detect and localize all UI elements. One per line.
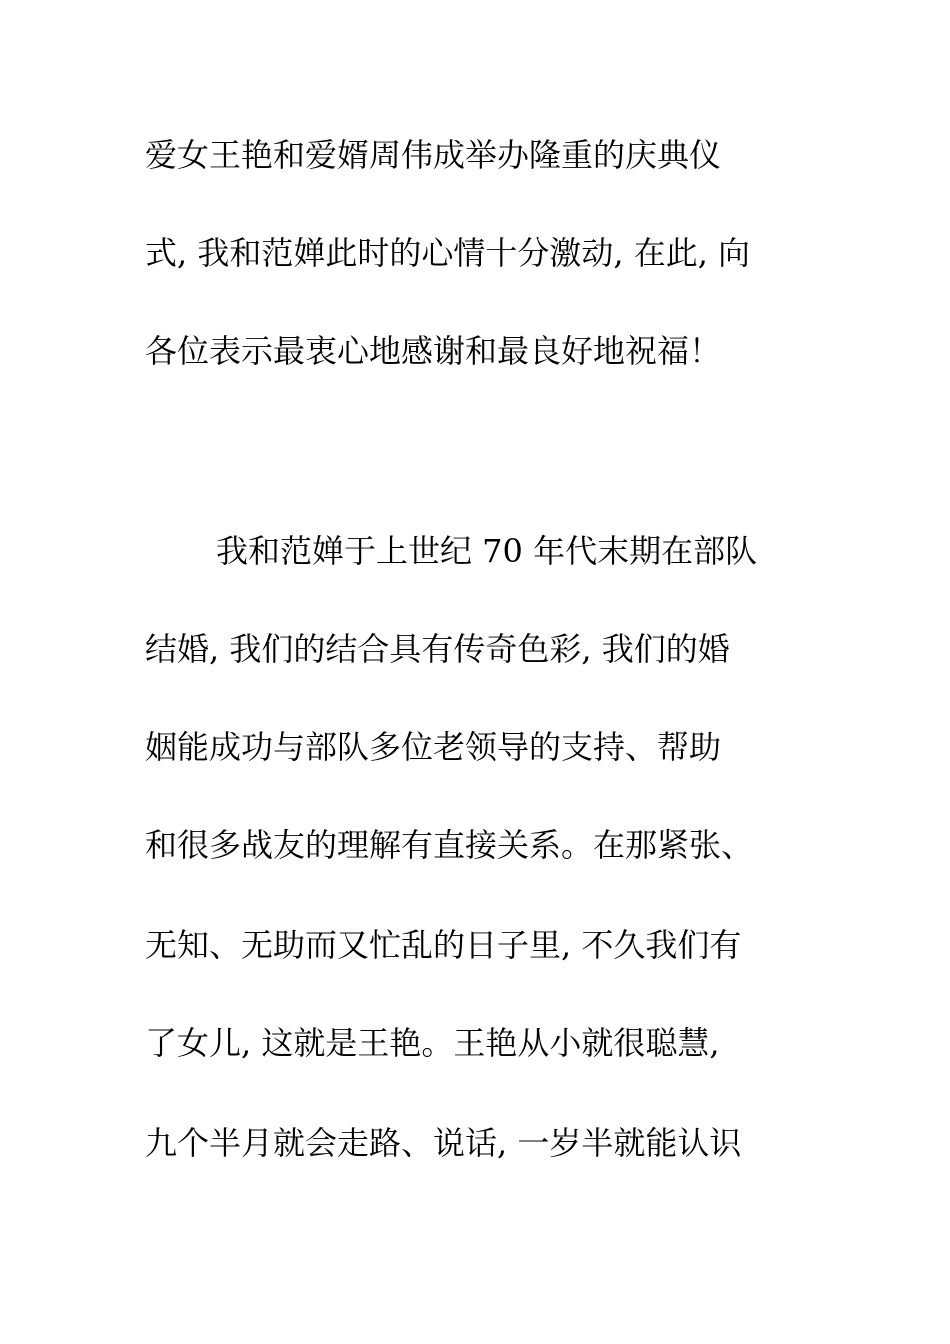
text-line: 结婚, 我们的结合具有传奇色彩, 我们的婚 [145, 630, 730, 668]
text-line: 九个半月就会走路、说话, 一岁半就能认识 [145, 1124, 742, 1162]
text-line: 无知、无助而又忙乱的日子里, 不久我们有 [145, 926, 742, 964]
text-line: 和很多战友的理解有直接关系。在那紧张、 [145, 826, 754, 864]
text-line: 式, 我和范婵此时的心情十分激动, 在此, 向 [145, 234, 751, 272]
text-line: 各位表示最衷心地感谢和最良好地祝福！ [145, 332, 722, 370]
text-line: 我和范婵于上世纪 70 年代末期在部队 [216, 532, 758, 570]
text-line: 爱女王艳和爱婿周伟成举办隆重的庆典仪 [145, 136, 722, 174]
text-line: 了女儿, 这就是王艳。王艳从小就很聪慧, [145, 1024, 720, 1062]
text-line: 姻能成功与部队多位老领导的支持、帮助 [145, 728, 722, 766]
